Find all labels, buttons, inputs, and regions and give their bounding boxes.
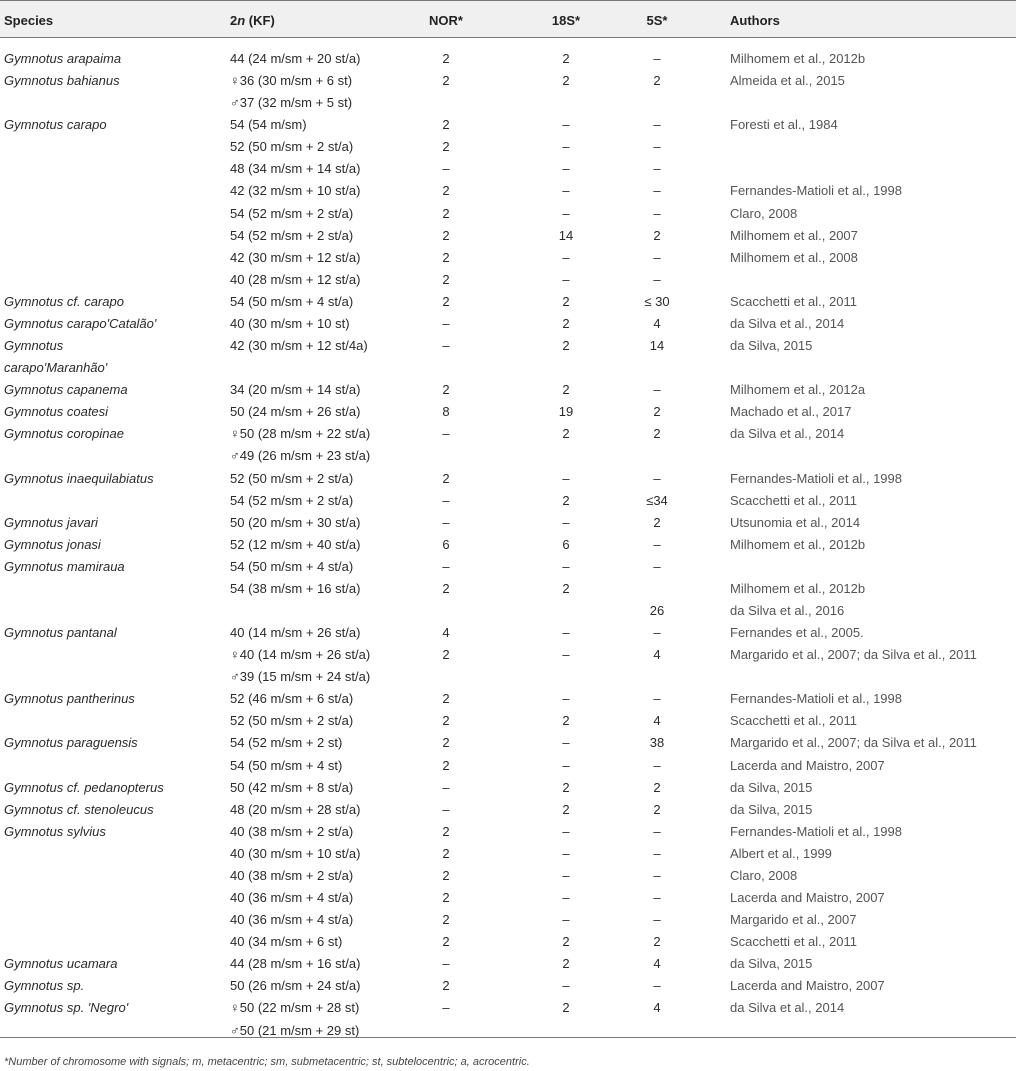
karyotype-cell: ♂37 (32 m/sm + 5 st) [230,95,353,111]
nor-cell: 2 [442,382,450,398]
karyotype-cell: 40 (36 m/sm + 4 st/a) [230,912,354,928]
species-cell: Gymnotus carapo [4,117,107,133]
rdna-18s-cell: – [562,890,570,906]
authors-cell: Almeida et al., 2015 [730,73,845,89]
rdna-18s-cell: 2 [562,426,570,442]
species-cell: Gymnotus coatesi [4,404,109,420]
rdna-5s-cell: 2 [653,227,661,243]
rdna-5s-cell: 2 [653,73,661,89]
rdna-5s-cell: 4 [653,713,661,729]
authors-cell: Lacerda and Maistro, 2007 [730,890,885,906]
nor-cell: 2 [442,713,450,729]
authors-cell: Lacerda and Maistro, 2007 [730,757,885,773]
karyotype-cell: 52 (46 m/sm + 6 st/a) [230,691,354,707]
rdna-5s-cell: – [653,845,661,861]
karyotype-cell: 34 (20 m/sm + 14 st/a) [230,382,361,398]
rdna-18s-cell: 6 [562,536,570,552]
rdna-18s-cell: 2 [562,934,570,950]
species-cell: Gymnotus mamiraua [4,558,125,574]
karyotype-cell: 40 (38 m/sm + 2 st/a) [230,823,354,839]
nor-cell: 8 [442,404,450,420]
table-bottom-rule [0,1037,1016,1038]
karyotype-cell: 48 (20 m/sm + 28 st/a) [230,801,361,817]
rdna-18s-cell: 2 [562,51,570,66]
nor-cell: – [442,1000,450,1016]
rdna-18s-cell: 2 [562,801,570,817]
nor-cell: 2 [442,934,450,950]
species-cell: Gymnotus cf. stenoleucus [4,801,154,817]
authors-cell: da Silva, 2015 [730,801,813,817]
authors-cell: da Silva, 2015 [730,779,813,795]
authors-cell: Scacchetti et al., 2011 [730,492,857,508]
nor-cell: 2 [442,890,450,906]
rdna-5s-cell: – [653,470,661,486]
rdna-18s-cell: 2 [562,293,570,309]
rdna-5s-cell: – [653,117,661,133]
nor-cell: – [442,492,450,508]
karyotype-cell: ♀50 (28 m/sm + 22 st/a) [230,426,371,442]
authors-cell: Milhomem et al., 2007 [730,227,858,243]
rdna-5s-cell: 26 [649,603,665,618]
rdna-18s-cell: 2 [562,382,570,398]
authors-cell: Fernandes-Matioli et al., 1998 [730,470,902,486]
authors-cell: Scacchetti et al., 2011 [730,293,857,309]
karyotype-cell: 54 (52 m/sm + 2 st/a) [230,205,354,221]
authors-cell: Foresti et al., 1984 [730,117,838,133]
karyotype-cell: 54 (50 m/sm + 4 st/a) [230,558,354,574]
header-5s: 5S* [646,13,668,28]
karyotype-cell: 54 (52 m/sm + 2 st/a) [230,227,354,243]
species-cell: Gymnotus sp. 'Negro' [4,1000,129,1016]
rdna-18s-cell: 2 [562,315,570,331]
authors-cell: Milhomem et al., 2012b [730,580,866,596]
species-cell: Gymnotus inaequilabiatus [4,470,154,486]
rdna-18s-cell: – [562,470,570,486]
nor-cell: 2 [442,912,450,928]
authors-cell: Claro, 2008 [730,867,798,883]
nor-cell: 2 [442,845,450,861]
karyotype-cell: 50 (42 m/sm + 8 st/a) [230,779,354,795]
species-cell: Gymnotus cf. pedanopterus [4,779,164,795]
nor-cell: – [442,514,450,530]
karyotype-cell: 40 (38 m/sm + 2 st/a) [230,867,354,883]
header-nor: NOR* [429,13,463,28]
karyotype-cell: 50 (20 m/sm + 30 st/a) [230,514,361,530]
karyotype-cell: 52 (50 m/sm + 2 st/a) [230,713,354,729]
rdna-18s-cell: – [562,205,570,221]
species-cell: Gymnotus sylvius [4,823,106,839]
karyotype-cell: 52 (50 m/sm + 2 st/a) [230,139,354,155]
species-cell: Gymnotus coropinae [4,426,124,442]
authors-cell: da Silva et al., 2014 [730,1000,845,1016]
species-cell: carapo'Maranhão' [4,360,108,376]
rdna-5s-cell: 2 [653,404,661,420]
rdna-5s-cell: ≤ 30 [644,293,670,309]
nor-cell: 2 [442,73,450,89]
rdna-5s-cell: – [653,249,661,265]
rdna-5s-cell: 2 [653,426,661,442]
rdna-5s-cell: 4 [653,1000,661,1016]
nor-cell: – [442,161,450,177]
rdna-18s-cell: – [562,735,570,751]
karyotype-cell: ♂50 (21 m/sm + 29 st) [230,1022,360,1038]
rdna-18s-cell: 19 [558,404,574,420]
rdna-5s-cell: – [653,139,661,155]
karyotype-cell: ♀36 (30 m/sm + 6 st) [230,73,353,89]
rdna-18s-cell: – [562,845,570,861]
rdna-5s-cell: 4 [653,956,661,972]
authors-cell: Albert et al., 1999 [730,845,832,861]
rdna-5s-cell: – [653,51,661,66]
rdna-5s-cell: 14 [649,338,665,354]
nor-cell: 4 [442,625,450,641]
nor-cell: – [442,558,450,574]
table-footnote: *Number of chromosome with signals; m, metacentric; sm, submetacentric; st, subtelocentric; a, acrocentric. [4,1056,530,1068]
nor-cell: 2 [442,823,450,839]
authors-cell: Milhomem et al., 2012b [730,51,866,66]
rdna-5s-cell: – [653,978,661,994]
karyotype-cell: 40 (34 m/sm + 6 st) [230,934,343,950]
table-header [0,0,1016,38]
authors-cell: da Silva, 2015 [730,956,813,972]
karyotype-cell: 42 (30 m/sm + 12 st/4a) [230,338,368,354]
authors-cell: da Silva et al., 2014 [730,315,845,331]
species-cell: Gymnotus arapaima [4,51,122,66]
nor-cell: 2 [442,51,450,66]
rdna-5s-cell: – [653,382,661,398]
rdna-5s-cell: 2 [653,934,661,950]
authors-cell: Machado et al., 2017 [730,404,852,420]
rdna-5s-cell: – [653,558,661,574]
rdna-5s-cell: 2 [653,779,661,795]
nor-cell: – [442,801,450,817]
rdna-18s-cell: 2 [562,779,570,795]
karyotype-cell: ♀50 (22 m/sm + 28 st) [230,1000,360,1016]
authors-cell: da Silva, 2015 [730,338,813,354]
rdna-5s-cell: – [653,867,661,883]
karyotype-cell: ♀40 (14 m/sm + 26 st/a) [230,647,371,663]
authors-cell: Fernandes et al., 2005. [730,625,864,641]
rdna-5s-cell: – [653,823,661,839]
nor-cell: 6 [442,536,450,552]
header-18s: 18S* [551,13,581,28]
karyotype-cell: 40 (30 m/sm + 10 st/a) [230,845,361,861]
karyotype-cell: 42 (32 m/sm + 10 st/a) [230,183,361,199]
rdna-18s-cell: 2 [562,580,570,596]
rdna-18s-cell: – [562,514,570,530]
rdna-18s-cell: – [562,867,570,883]
nor-cell: 2 [442,735,450,751]
authors-cell: Margarido et al., 2007; da Silva et al., 2011 [730,647,977,663]
header-kf: 2n (KF) [230,13,275,28]
karyotype-cell: 52 (50 m/sm + 2 st/a) [230,470,354,486]
rdna-18s-cell: 2 [562,1000,570,1016]
karyotype-cell: 54 (54 m/sm) [230,117,307,133]
karyotype-cell: 54 (50 m/sm + 4 st/a) [230,293,354,309]
rdna-5s-cell: 38 [649,735,665,751]
nor-cell: 2 [442,139,450,155]
authors-cell: Milhomem et al., 2012a [730,382,866,398]
nor-cell: 2 [442,647,450,663]
rdna-18s-cell: – [562,757,570,773]
karyotype-cell: 54 (38 m/sm + 16 st/a) [230,580,361,596]
rdna-18s-cell: – [562,691,570,707]
karyotype-cell: 54 (52 m/sm + 2 st/a) [230,492,354,508]
nor-cell: 2 [442,205,450,221]
authors-cell: Milhomem et al., 2008 [730,249,858,265]
karyotype-cell: ♂39 (15 m/sm + 24 st/a) [230,669,371,685]
species-cell: Gymnotus cf. carapo [4,293,124,309]
species-cell: Gymnotus ucamara [4,956,118,972]
species-cell: Gymnotus sp. [4,978,85,994]
species-cell: Gymnotus pantanal [4,625,117,641]
nor-cell: 2 [442,978,450,994]
karyotype-cell: 54 (52 m/sm + 2 st) [230,735,343,751]
authors-cell: Margarido et al., 2007; da Silva et al., 2011 [730,735,977,751]
karyotype-cell: 50 (26 m/sm + 24 st/a) [230,978,361,994]
nor-cell: 2 [442,691,450,707]
rdna-18s-cell: – [562,647,570,663]
rdna-5s-cell: ≤34 [646,492,668,508]
authors-cell: Utsunomia et al., 2014 [730,514,861,530]
nor-cell: – [442,779,450,795]
rdna-18s-cell: – [562,978,570,994]
nor-cell: – [442,315,450,331]
rdna-5s-cell: 2 [653,801,661,817]
nor-cell: – [442,426,450,442]
rdna-18s-cell: 2 [562,956,570,972]
rdna-18s-cell: 2 [562,713,570,729]
nor-cell: 2 [442,757,450,773]
karyotype-cell: 40 (28 m/sm + 12 st/a) [230,271,361,287]
karyotype-cell: 40 (30 m/sm + 10 st) [230,315,350,331]
nor-cell: 2 [442,227,450,243]
authors-cell: Milhomem et al., 2012b [730,536,866,552]
rdna-5s-cell: – [653,161,661,177]
rdna-18s-cell: 2 [562,338,570,354]
header-authors: Authors [730,13,780,28]
rdna-18s-cell: 2 [562,73,570,89]
karyotype-cell: 44 (24 m/sm + 20 st/a) [230,51,361,66]
rdna-5s-cell: – [653,536,661,552]
authors-cell: da Silva et al., 2016 [730,603,845,618]
karyotype-cell: 40 (14 m/sm + 26 st/a) [230,625,361,641]
species-cell: Gymnotus paraguensis [4,735,138,751]
karyotype-cell: 40 (36 m/sm + 4 st/a) [230,890,354,906]
karyotype-cell: ♂49 (26 m/sm + 23 st/a) [230,448,371,464]
nor-cell: 2 [442,580,450,596]
rdna-18s-cell: 2 [562,492,570,508]
authors-cell: da Silva et al., 2014 [730,426,845,442]
nor-cell: 2 [442,183,450,199]
rdna-5s-cell: – [653,625,661,641]
rdna-5s-cell: 4 [653,647,661,663]
species-cell: Gymnotus capanema [4,382,128,398]
nor-cell: 2 [442,293,450,309]
authors-cell: Fernandes-Matioli et al., 1998 [730,183,902,199]
species-cell: Gymnotus pantherinus [4,691,135,707]
rdna-18s-cell: – [562,271,570,287]
rdna-18s-cell: – [562,558,570,574]
rdna-5s-cell: – [653,691,661,707]
karyotype-cell: 44 (28 m/sm + 16 st/a) [230,956,361,972]
karyotype-cell: 52 (12 m/sm + 40 st/a) [230,536,361,552]
nor-cell: – [442,338,450,354]
authors-cell: Margarido et al., 2007 [730,912,857,928]
rdna-18s-cell: – [562,823,570,839]
species-cell: Gymnotus jonasi [4,536,101,552]
nor-cell: 2 [442,867,450,883]
authors-cell: Fernandes-Matioli et al., 1998 [730,691,902,707]
authors-cell: Lacerda and Maistro, 2007 [730,978,885,994]
authors-cell: Scacchetti et al., 2011 [730,934,857,950]
species-cell: Gymnotus carapo'Catalão' [4,315,157,331]
rdna-5s-cell: – [653,757,661,773]
rdna-5s-cell: – [653,205,661,221]
rdna-5s-cell: – [653,183,661,199]
rdna-18s-cell: – [562,117,570,133]
rdna-18s-cell: – [562,139,570,155]
nor-cell: 2 [442,117,450,133]
rdna-18s-cell: – [562,912,570,928]
authors-cell: Scacchetti et al., 2011 [730,713,857,729]
nor-cell: 2 [442,249,450,265]
karyotype-cell: 42 (30 m/sm + 12 st/a) [230,249,361,265]
rdna-18s-cell: 14 [558,227,574,243]
header-species: Species [4,13,54,28]
karyotype-cell: 50 (24 m/sm + 26 st/a) [230,404,361,420]
rdna-18s-cell: – [562,183,570,199]
nor-cell: – [442,956,450,972]
rdna-5s-cell: – [653,912,661,928]
rdna-5s-cell: – [653,271,661,287]
rdna-5s-cell: 2 [653,514,661,530]
rdna-18s-cell: – [562,249,570,265]
rdna-18s-cell: – [562,161,570,177]
authors-cell: Claro, 2008 [730,205,798,221]
rdna-5s-cell: 4 [653,315,661,331]
rdna-18s-cell: – [562,625,570,641]
species-cell: Gymnotus bahianus [4,73,120,89]
species-cell: Gymnotus [4,338,64,354]
nor-cell: 2 [442,271,450,287]
nor-cell: 2 [442,470,450,486]
authors-cell: Fernandes-Matioli et al., 1998 [730,823,902,839]
karyotype-cell: 54 (50 m/sm + 4 st) [230,757,343,773]
species-cell: Gymnotus javari [4,514,98,530]
rdna-5s-cell: – [653,890,661,906]
karyotype-cell: 48 (34 m/sm + 14 st/a) [230,161,361,177]
